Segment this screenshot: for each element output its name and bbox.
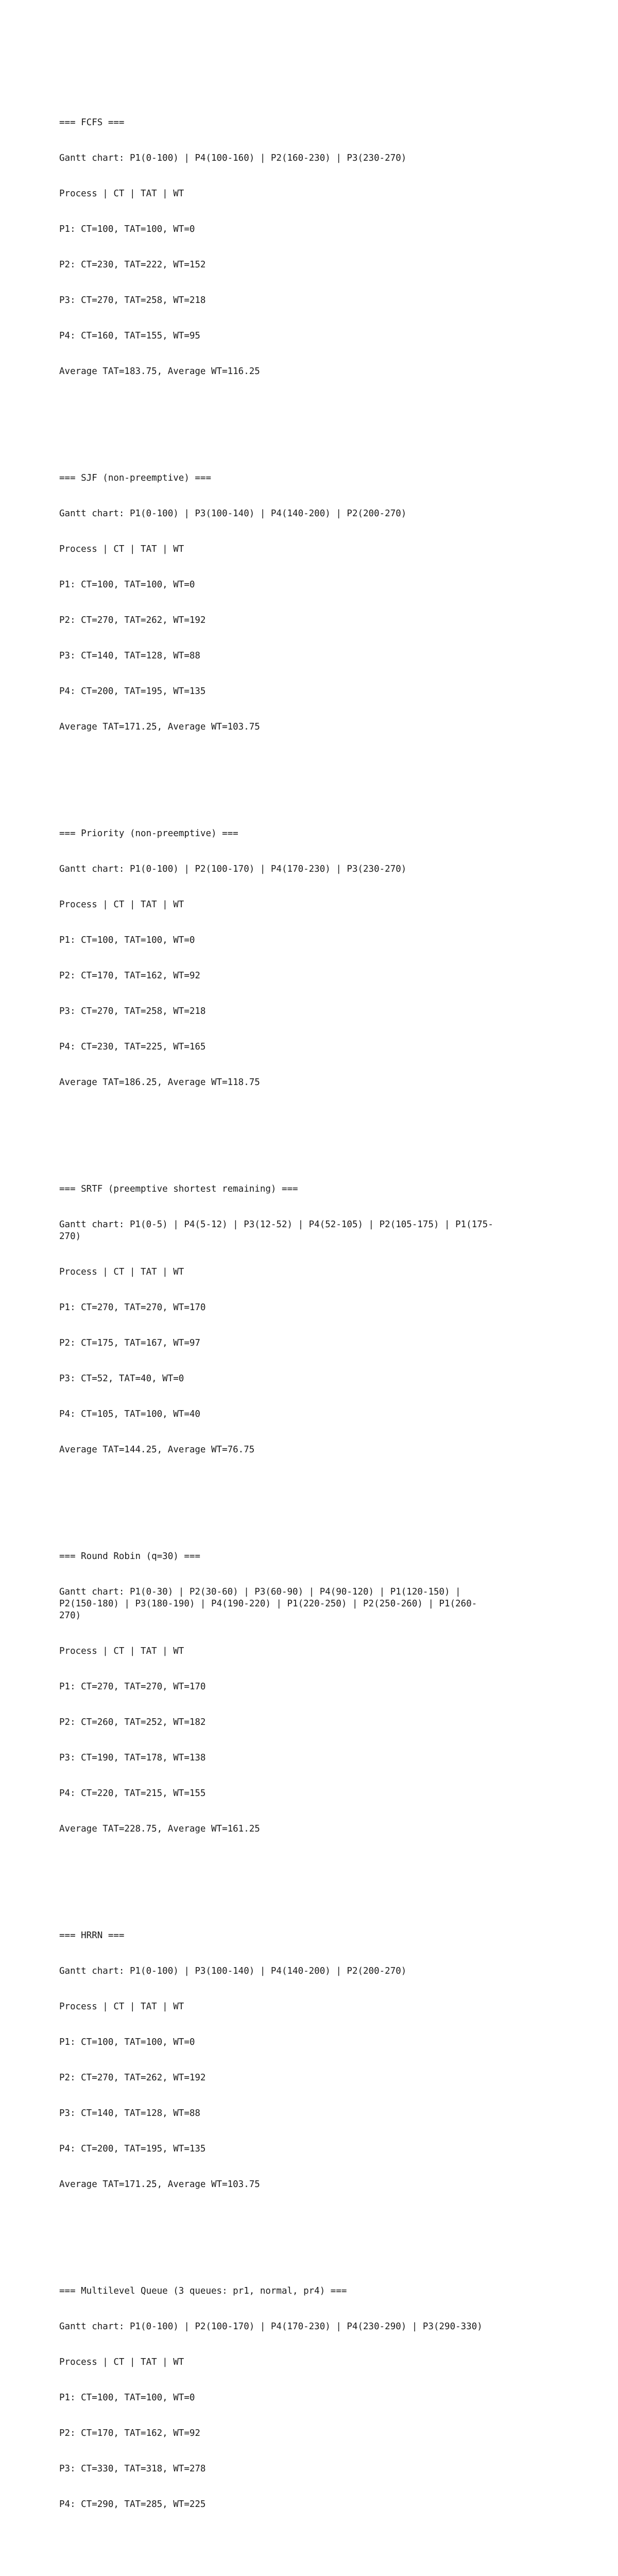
section-multilevel-queue xyxy=(59,2262,564,2534)
process-row: P2: CT=270, TAT=262, WT=192 xyxy=(59,615,206,625)
section-header: === Multilevel Queue (3 queues: pr1, normal, pr4) === xyxy=(59,2286,347,2296)
process-row: P4: CT=230, TAT=225, WT=165 xyxy=(59,1042,206,1052)
process-row: P3: CT=330, TAT=318, WT=278 xyxy=(59,2464,206,2474)
section-priority xyxy=(59,804,564,1112)
process-row: P3: CT=140, TAT=128, WT=88 xyxy=(59,651,200,661)
gantt-chart-line: Gantt chart: P1(0-100) | P4(100-160) | P2(160-230) | P3(230-270) xyxy=(59,153,407,163)
gantt-chart-line: Gantt chart: P1(0-5) | P4(5-12) | P3(12-52) | P4(52-105) | P2(105-175) | P1(175- 270) xyxy=(59,1219,493,1242)
section-sjf xyxy=(59,449,564,757)
process-row: P1: CT=100, TAT=100, WT=0 xyxy=(59,2393,195,2403)
average-line: Average TAT=171.25, Average WT=103.75 xyxy=(59,722,260,732)
table-header: Process | CT | TAT | WT xyxy=(59,544,184,554)
process-row: P1: CT=100, TAT=100, WT=0 xyxy=(59,935,195,945)
process-row: P1: CT=270, TAT=270, WT=170 xyxy=(59,1682,206,1692)
section-fcfs xyxy=(59,93,564,401)
process-row: P2: CT=170, TAT=162, WT=92 xyxy=(59,971,200,981)
average-line: Average TAT=183.75, Average WT=116.25 xyxy=(59,366,260,377)
process-row: P3: CT=270, TAT=258, WT=218 xyxy=(59,295,206,306)
gantt-chart-line: Gantt chart: P1(0-100) | P3(100-140) | P4(140-200) | P2(200-270) xyxy=(59,509,407,519)
process-row: P4: CT=200, TAT=195, WT=135 xyxy=(59,686,206,697)
table-header: Process | CT | TAT | WT xyxy=(59,1646,184,1656)
gantt-chart-line: Gantt chart: P1(0-100) | P2(100-170) | P4(170-230) | P3(230-270) xyxy=(59,864,407,874)
average-line: Average TAT=171.25, Average WT=103.75 xyxy=(59,2179,260,2190)
process-row: P3: CT=270, TAT=258, WT=218 xyxy=(59,1006,206,1016)
process-row: P3: CT=52, TAT=40, WT=0 xyxy=(59,1374,184,1384)
process-row: P2: CT=230, TAT=222, WT=152 xyxy=(59,260,206,270)
process-row: P4: CT=200, TAT=195, WT=135 xyxy=(59,2144,206,2154)
section-srtf xyxy=(59,1160,564,1480)
process-row: P1: CT=270, TAT=270, WT=170 xyxy=(59,1302,206,1313)
average-line: Average TAT=144.25, Average WT=76.75 xyxy=(59,1445,255,1455)
process-row: P3: CT=140, TAT=128, WT=88 xyxy=(59,2108,200,2119)
section-header: === FCFS === xyxy=(59,117,125,128)
table-header: Process | CT | TAT | WT xyxy=(59,2357,184,2367)
process-row: P1: CT=100, TAT=100, WT=0 xyxy=(59,224,195,234)
process-row: P4: CT=105, TAT=100, WT=40 xyxy=(59,1409,200,1419)
gantt-chart-line: Gantt chart: P1(0-100) | P3(100-140) | P4(140-200) | P2(200-270) xyxy=(59,1966,407,1976)
section-round-robin xyxy=(59,1527,564,1859)
section-header: === Round Robin (q=30) === xyxy=(59,1551,200,1562)
gantt-chart-line: Gantt chart: P1(0-100) | P2(100-170) | P4(170-230) | P4(230-290) | P3(290-330) xyxy=(59,2321,483,2332)
section-header: === HRRN === xyxy=(59,1930,125,1941)
process-row: P2: CT=260, TAT=252, WT=182 xyxy=(59,1717,206,1727)
section-header: === SRTF (preemptive shortest remaining) === xyxy=(59,1184,298,1194)
process-row: P2: CT=270, TAT=262, WT=192 xyxy=(59,2073,206,2083)
process-row: P4: CT=220, TAT=215, WT=155 xyxy=(59,1788,206,1799)
table-header: Process | CT | TAT | WT xyxy=(59,189,184,199)
process-row: P2: CT=170, TAT=162, WT=92 xyxy=(59,2428,200,2438)
section-header: === Priority (non-preemptive) === xyxy=(59,828,238,839)
gantt-chart-line: Gantt chart: P1(0-30) | P2(30-60) | P3(60-90) | P4(90-120) | P1(120-150) | P2(150-180) | P3(180-190) | P4(190-220) | P1(220-250) | P2(250-260) | P1(260- 270) xyxy=(59,1587,477,1621)
section-header: === SJF (non-preemptive) === xyxy=(59,473,212,483)
process-row: P4: CT=160, TAT=155, WT=95 xyxy=(59,331,200,341)
process-row: P4: CT=290, TAT=285, WT=225 xyxy=(59,2499,206,2510)
process-row: P3: CT=190, TAT=178, WT=138 xyxy=(59,1753,206,1763)
process-row: P1: CT=100, TAT=100, WT=0 xyxy=(59,580,195,590)
average-line: Average TAT=186.25, Average WT=118.75 xyxy=(59,1077,260,1088)
process-row: P2: CT=175, TAT=167, WT=97 xyxy=(59,1338,200,1348)
table-header: Process | CT | TAT | WT xyxy=(59,1267,184,1277)
table-header: Process | CT | TAT | WT xyxy=(59,900,184,910)
table-header: Process | CT | TAT | WT xyxy=(59,2002,184,2012)
document-body xyxy=(59,58,564,2576)
section-hrrn xyxy=(59,1906,564,2214)
process-row: P1: CT=100, TAT=100, WT=0 xyxy=(59,2037,195,2047)
average-line: Average TAT=228.75, Average WT=161.25 xyxy=(59,1824,260,1834)
